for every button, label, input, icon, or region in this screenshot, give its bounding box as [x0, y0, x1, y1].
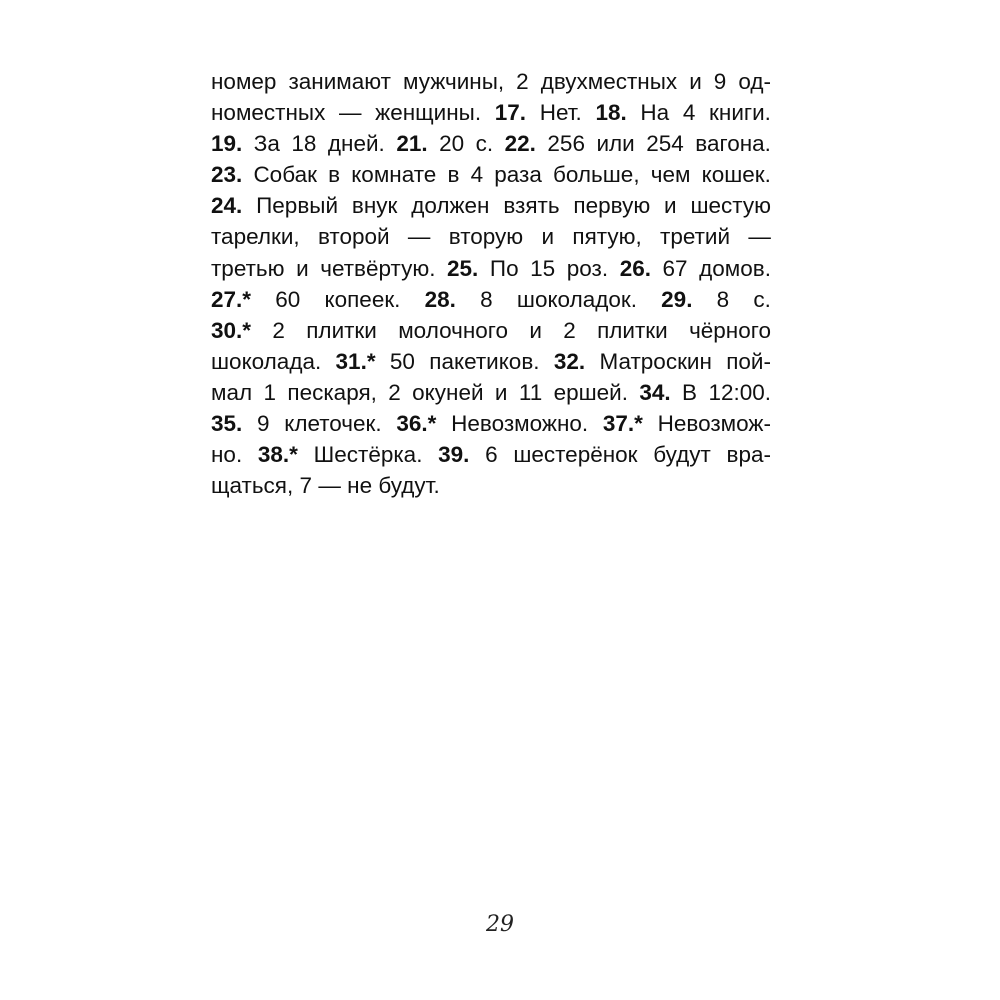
text-line [211, 221, 771, 252]
answer-word: в [447, 162, 460, 188]
answer-word: с. [753, 286, 771, 312]
answer-number: 19. [211, 131, 243, 157]
answer-word: 18 [291, 131, 317, 157]
answer-word: с. [475, 131, 494, 157]
answer-word: вра- [726, 442, 771, 468]
answer-number: 36.* [396, 411, 437, 437]
text-line [211, 66, 771, 97]
answer-word: 6 [485, 442, 498, 468]
answer-word: На [640, 100, 670, 126]
answer-word: или [596, 131, 635, 157]
text-line [211, 315, 771, 346]
answer-word: чёрного [689, 317, 771, 343]
answer-number: 38.* [257, 442, 298, 468]
answer-word: раза [494, 162, 542, 188]
answer-word: занимают [288, 69, 391, 94]
answer-number: 34. [639, 379, 671, 405]
answer-word: пой- [726, 348, 771, 374]
answer-word: 2 [516, 69, 529, 94]
text-line [211, 346, 771, 377]
answer-number: 35. [211, 411, 243, 437]
text-line [211, 470, 771, 501]
answer-word: плитки [597, 317, 668, 343]
answer-number: 17. [494, 100, 527, 126]
answer-word: комнате [351, 162, 437, 188]
answer-word: В [682, 379, 698, 405]
answer-word: 2 [563, 317, 576, 343]
answer-word: номер [211, 69, 277, 94]
answers-text [211, 66, 771, 501]
answer-word: и [529, 317, 542, 343]
answer-word: 11 [518, 379, 543, 405]
answer-number: 30.* [211, 317, 252, 343]
answer-word: пакетиков. [429, 348, 540, 374]
answer-word: 1 [263, 379, 277, 405]
answer-word: роз. [566, 255, 609, 281]
answer-word: но. [211, 442, 243, 468]
answer-word: Матроскин [599, 348, 712, 374]
text-line [211, 408, 771, 439]
answer-word: мал [211, 379, 253, 405]
answer-number: 37.* [602, 411, 643, 437]
answer-number: 31.* [335, 348, 376, 374]
answer-word: 9 [713, 69, 727, 94]
answer-word: окуней [412, 379, 484, 405]
text-line [211, 253, 771, 284]
answer-word: 2 [272, 317, 285, 343]
answer-word: клеточек. [284, 411, 382, 437]
answer-word: и [494, 379, 508, 405]
answer-word: шестерёнок [513, 442, 638, 468]
answer-number: 25. [447, 255, 479, 281]
answer-word: Нет. [539, 100, 582, 126]
answer-word: книги. [709, 100, 771, 126]
answer-word: Невозможно. [451, 411, 589, 437]
answer-word: 20 [439, 131, 465, 157]
text-line [211, 97, 771, 128]
answer-word: третью [211, 255, 285, 281]
page-number: 29 [486, 912, 514, 937]
answer-word: взять [503, 193, 560, 219]
answer-word: За [253, 131, 280, 157]
answer-word: вторую [448, 224, 524, 250]
answer-word: не [347, 473, 373, 499]
answer-word: внук [351, 193, 398, 219]
text-line [211, 284, 771, 315]
answer-word: молочного [398, 317, 508, 343]
answer-number: 23. [211, 162, 243, 188]
answer-word: од- [738, 69, 771, 94]
answer-word: номестных [211, 100, 326, 126]
answer-number: 24. [211, 193, 243, 219]
answer-word: копеек. [324, 286, 401, 312]
text-line [211, 128, 771, 159]
answer-word: Первый [256, 193, 339, 219]
answer-word: 8 [480, 286, 493, 312]
answer-word: третий [660, 224, 731, 250]
answer-word: 256 [547, 131, 585, 157]
answer-word: и [689, 69, 702, 94]
answer-word: женщины. [375, 100, 482, 126]
answer-number: 22. [504, 131, 536, 157]
answer-word: и [664, 193, 677, 219]
answer-word: будут. [378, 473, 440, 499]
answer-word: 50 [389, 348, 415, 374]
answer-word: будут [653, 442, 711, 468]
answer-word: мужчины, [402, 69, 505, 94]
answer-word: в [328, 162, 341, 188]
answer-word: двухместных [540, 69, 678, 94]
answer-word: тарелки, [211, 224, 300, 250]
answer-word: 15 [530, 255, 556, 281]
answer-word: 254 [646, 131, 684, 157]
answer-word: чем [650, 162, 691, 188]
answer-word: домов. [699, 255, 771, 281]
answer-word: 2 [388, 379, 401, 405]
answer-word: и [541, 224, 555, 250]
answer-word: дней. [327, 131, 385, 157]
answer-word: пятую, [572, 224, 642, 250]
answer-word: плитки [306, 317, 377, 343]
answer-word: 9 [257, 411, 270, 437]
answer-word: 4 [682, 100, 696, 126]
answer-word: — [318, 473, 341, 499]
answer-word: пескаря, [287, 379, 377, 405]
answer-word: больше, [553, 162, 640, 188]
answer-word: 12:00. [708, 379, 771, 405]
answer-number: 32. [553, 348, 586, 374]
answer-word: и [296, 255, 309, 281]
answer-word: 60 [275, 286, 301, 312]
answer-word: 67 [662, 255, 688, 281]
answer-number: 18. [595, 100, 627, 126]
text-line [211, 439, 771, 470]
answer-word: Невозмож- [657, 411, 771, 437]
answer-word: Шестёрка. [313, 442, 423, 468]
answer-word: 7 [299, 473, 313, 499]
answer-number: 28. [424, 286, 456, 312]
answer-word: вагона. [695, 131, 771, 157]
answer-number: 27.* [211, 286, 252, 312]
answer-number: 26. [619, 255, 651, 281]
answer-number: 29. [661, 286, 693, 312]
answer-word: должен [411, 193, 490, 219]
text-line [211, 159, 771, 190]
answer-word: кошек. [701, 162, 771, 188]
answer-number: 39. [438, 442, 470, 468]
answer-word: шоколадок. [516, 286, 637, 312]
answer-word: 8 [716, 286, 730, 312]
answer-word: первую [573, 193, 651, 219]
answer-word: 4 [470, 162, 484, 188]
answer-word: шестую [690, 193, 771, 219]
answer-word: щаться, [211, 473, 294, 499]
answer-word: четвёртую. [320, 255, 436, 281]
answer-word: — [407, 224, 431, 250]
answer-word: — [339, 100, 362, 126]
text-line [211, 377, 771, 408]
answer-word: шоколада. [211, 348, 322, 374]
text-line [211, 190, 771, 221]
answer-word: Собак [253, 162, 317, 188]
answer-word: второй [317, 224, 390, 250]
answer-word: ершей. [553, 379, 629, 405]
answer-word: — [748, 224, 771, 250]
answer-number: 21. [396, 131, 428, 157]
answer-word: По [489, 255, 519, 281]
